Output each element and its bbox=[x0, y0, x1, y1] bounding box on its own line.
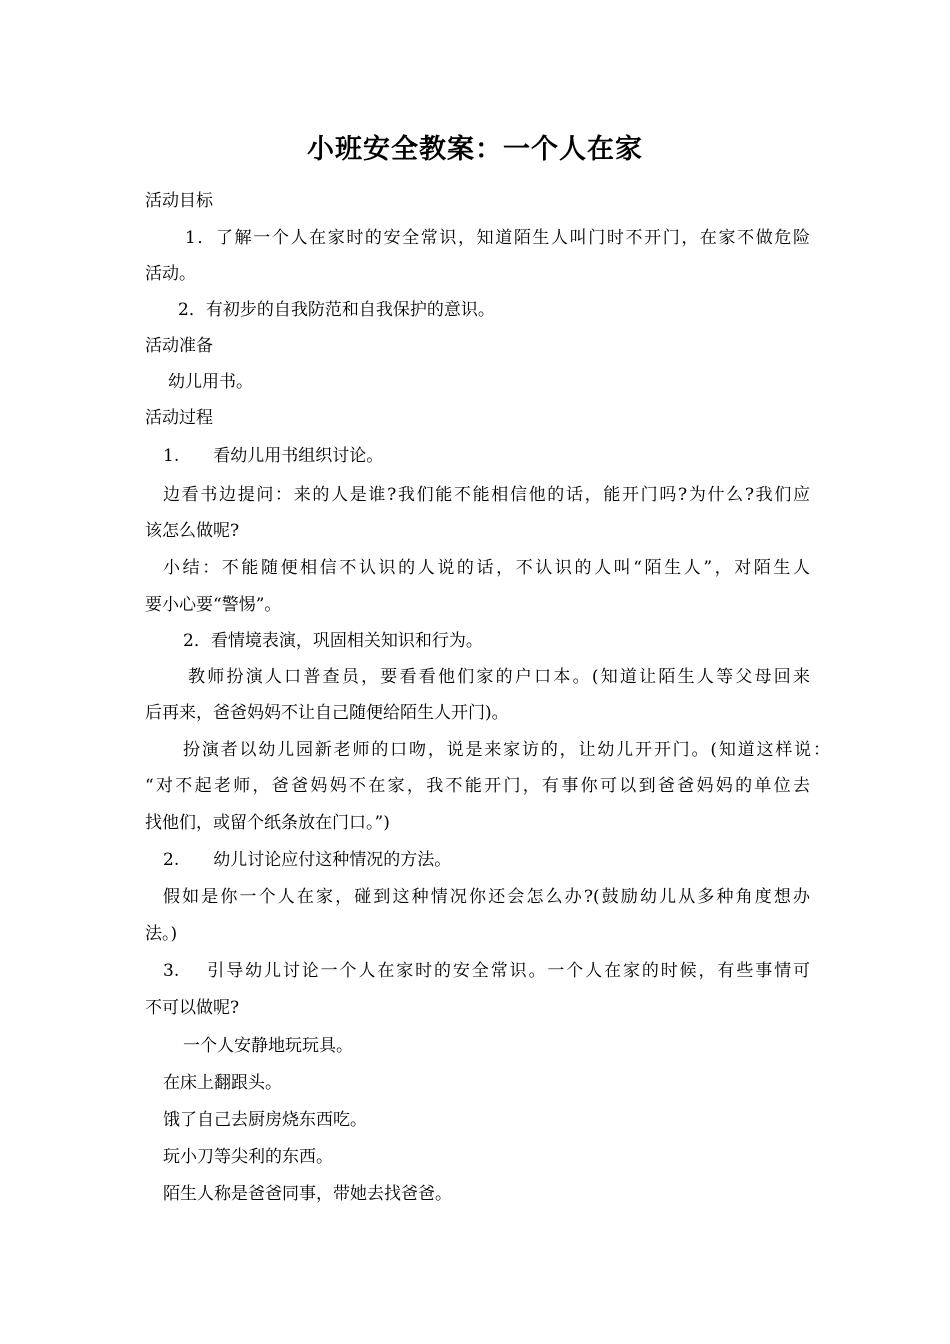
scene-2-line-1: 扮演者以幼儿园新老师的口吻，说是来家访的，让幼儿开开门。(知道这样说： bbox=[183, 740, 830, 760]
scene-1-line-2: 后再来，爸爸妈妈不让自己随便给陌生人开门)。 bbox=[145, 703, 509, 723]
step-1: 1. 看幼儿用书组织讨论。 bbox=[163, 446, 384, 466]
goal-2: 2．有初步的自我防范和自我保护的意识。 bbox=[178, 300, 495, 320]
list-item: 饿了自己去厨房烧东西吃。 bbox=[163, 1110, 367, 1130]
list-item: 在床上翻跟头。 bbox=[163, 1073, 282, 1093]
step-2: 2．看情境表演，巩固相关知识和行为。 bbox=[183, 631, 483, 651]
list-item: 玩小刀等尖利的东西。 bbox=[163, 1147, 333, 1167]
prep-heading: 活动准备 bbox=[145, 336, 213, 356]
discussion-line-1: 假如是你一个人在家，碰到这种情况你还会怎么办?(鼓励幼儿从多种角度想办 bbox=[163, 887, 810, 907]
scene-2-line-3: 找他们，或留个纸条放在门口。”) bbox=[145, 813, 390, 833]
summary-line-2: 要小心要“警惕”。 bbox=[145, 595, 282, 615]
summary-line-1: 小结：不能随便相信不认识的人说的话，不认识的人叫“陌生人”，对陌生人 bbox=[163, 558, 810, 578]
document-title: 小班安全教案：一个人在家 bbox=[307, 134, 643, 165]
list-item: 陌生人称是爸爸同事，带她去找爸爸。 bbox=[163, 1184, 452, 1204]
step-3-line-2: 不可以做呢? bbox=[145, 998, 240, 1018]
step-3-line-1: 3. 引导幼儿讨论一个人在家时的安全常识。一个人在家的时候，有些事情可 bbox=[163, 961, 810, 981]
scene-2-line-2: “对不起老师，爸爸妈妈不在家，我不能开门，有事你可以到爸爸妈妈的单位去 bbox=[145, 776, 810, 796]
step-1-questions-line-1: 边看书边提问：来的人是谁?我们能不能相信他的话，能开门吗?为什么?我们应 bbox=[163, 485, 810, 505]
scene-1-line-1: 教师扮演人口普查员，要看看他们家的户口本。(知道让陌生人等父母回来 bbox=[188, 667, 810, 687]
goals-heading: 活动目标 bbox=[145, 191, 213, 211]
step-2-discussion: 2. 幼儿讨论应付这种情况的方法。 bbox=[163, 850, 452, 870]
step-1-questions-line-2: 该怎么做呢? bbox=[145, 521, 240, 541]
goal-1-line-1: 1．了解一个人在家时的安全常识，知道陌生人叫门时不开门，在家不做危险 bbox=[185, 228, 810, 248]
process-heading: 活动过程 bbox=[145, 408, 213, 428]
prep-item: 幼儿用书。 bbox=[168, 372, 253, 392]
discussion-line-2: 法。) bbox=[145, 924, 178, 944]
goal-1-line-2: 活动。 bbox=[145, 264, 196, 284]
list-item: 一个人安静地玩玩具。 bbox=[183, 1036, 353, 1056]
